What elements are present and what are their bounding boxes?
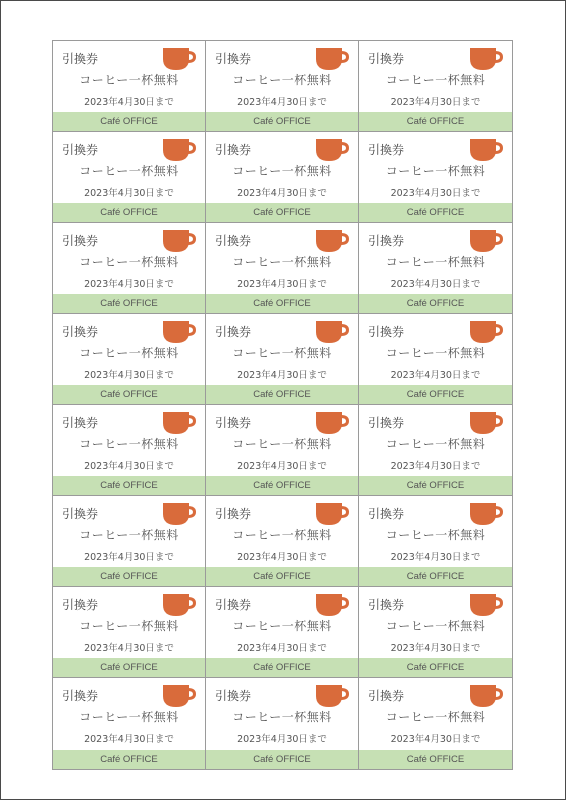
coupon-card (359, 314, 512, 405)
coupon-expiry: 2023年4月30日まで (84, 734, 174, 745)
coffee-cup-icon (468, 684, 504, 708)
coupon-shop-name: Café OFFICE (359, 567, 512, 586)
coupon-title: 引換券 (368, 234, 405, 248)
coffee-cup-icon (161, 684, 197, 708)
coupon-title: 引換券 (62, 325, 99, 339)
coupon-card (206, 587, 359, 678)
coupon-expiry: 2023年4月30日まで (84, 97, 174, 108)
coupon-card (206, 132, 359, 223)
coffee-cup-icon (161, 47, 197, 71)
coupon-shop-name: Café OFFICE (359, 750, 512, 769)
coupon-item-text: コーヒー一杯無料 (79, 164, 179, 178)
coupon-title: 引換券 (368, 598, 405, 612)
coupon-grid (52, 40, 513, 770)
coupon-item-text: コーヒー一杯無料 (232, 619, 332, 633)
coffee-cup-icon (468, 47, 504, 71)
coupon-title: 引換券 (62, 507, 99, 521)
coupon-expiry: 2023年4月30日まで (390, 188, 481, 199)
coupon-item-text: コーヒー一杯無料 (232, 710, 332, 724)
coupon-shop-name: Café OFFICE (53, 203, 205, 222)
coupon-expiry: 2023年4月30日まで (237, 552, 327, 563)
coupon-item-text: コーヒー一杯無料 (79, 528, 179, 542)
coupon-shop-name: Café OFFICE (359, 385, 512, 404)
coupon-item-text: コーヒー一杯無料 (79, 73, 179, 87)
coupon-item-text: コーヒー一杯無料 (232, 73, 332, 87)
coupon-item-text: コーヒー一杯無料 (385, 346, 486, 360)
coupon-card (206, 41, 359, 132)
coupon-card (53, 132, 206, 223)
coupon-shop-name: Café OFFICE (206, 658, 358, 677)
coffee-cup-icon (468, 320, 504, 344)
coupon-item-text: コーヒー一杯無料 (232, 164, 332, 178)
coupon-card (53, 587, 206, 678)
coupon-item-text: コーヒー一杯無料 (385, 73, 486, 87)
coupon-expiry: 2023年4月30日まで (390, 643, 481, 654)
coupon-title: 引換券 (62, 234, 99, 248)
coupon-card (206, 223, 359, 314)
coupon-expiry: 2023年4月30日まで (84, 279, 174, 290)
coffee-cup-icon (314, 593, 350, 617)
coffee-cup-icon (314, 411, 350, 435)
coupon-item-text: コーヒー一杯無料 (79, 619, 179, 633)
coupon-title: 引換券 (215, 598, 252, 612)
coffee-cup-icon (161, 229, 197, 253)
coupon-title: 引換券 (368, 416, 405, 430)
coupon-title: 引換券 (62, 52, 99, 66)
coupon-title: 引換券 (215, 143, 252, 157)
coupon-title: 引換券 (215, 52, 252, 66)
coupon-title: 引換券 (215, 416, 252, 430)
coupon-shop-name: Café OFFICE (206, 112, 358, 131)
coupon-expiry: 2023年4月30日まで (237, 734, 327, 745)
coupon-shop-name: Café OFFICE (206, 294, 358, 313)
coupon-shop-name: Café OFFICE (206, 476, 358, 495)
coupon-card (206, 678, 359, 769)
coupon-title: 引換券 (62, 416, 99, 430)
coupon-expiry: 2023年4月30日まで (84, 552, 174, 563)
coffee-cup-icon (468, 138, 504, 162)
coupon-item-text: コーヒー一杯無料 (79, 346, 179, 360)
coupon-shop-name: Café OFFICE (53, 476, 205, 495)
coupon-item-text: コーヒー一杯無料 (79, 710, 179, 724)
coffee-cup-icon (314, 138, 350, 162)
coupon-shop-name: Café OFFICE (53, 294, 205, 313)
coffee-cup-icon (314, 320, 350, 344)
coupon-card (53, 496, 206, 587)
coupon-item-text: コーヒー一杯無料 (232, 528, 332, 542)
coupon-title: 引換券 (62, 598, 99, 612)
coupon-card (359, 405, 512, 496)
coupon-card (359, 223, 512, 314)
coupon-card (53, 405, 206, 496)
coupon-shop-name: Café OFFICE (206, 750, 358, 769)
coupon-expiry: 2023年4月30日まで (390, 461, 481, 472)
coupon-shop-name: Café OFFICE (206, 567, 358, 586)
coupon-card (359, 496, 512, 587)
coupon-card (206, 496, 359, 587)
coupon-expiry: 2023年4月30日まで (237, 97, 327, 108)
coupon-title: 引換券 (368, 143, 405, 157)
coupon-expiry: 2023年4月30日まで (390, 552, 481, 563)
coupon-shop-name: Café OFFICE (206, 385, 358, 404)
coupon-title: 引換券 (215, 689, 252, 703)
coupon-expiry: 2023年4月30日まで (84, 188, 174, 199)
coffee-cup-icon (161, 502, 197, 526)
coupon-item-text: コーヒー一杯無料 (385, 255, 486, 269)
coupon-expiry: 2023年4月30日まで (84, 461, 174, 472)
coupon-card (53, 223, 206, 314)
coupon-title: 引換券 (215, 507, 252, 521)
coupon-shop-name: Café OFFICE (206, 203, 358, 222)
coupon-item-text: コーヒー一杯無料 (385, 164, 486, 178)
coupon-shop-name: Café OFFICE (53, 658, 205, 677)
coupon-title: 引換券 (368, 52, 405, 66)
coupon-shop-name: Café OFFICE (53, 112, 205, 131)
coffee-cup-icon (314, 229, 350, 253)
coupon-title: 引換券 (215, 325, 252, 339)
coupon-shop-name: Café OFFICE (359, 476, 512, 495)
coupon-card (359, 678, 512, 769)
coffee-cup-icon (468, 593, 504, 617)
coupon-shop-name: Café OFFICE (53, 567, 205, 586)
coupon-title: 引換券 (62, 143, 99, 157)
coupon-card (359, 132, 512, 223)
coupon-title: 引換券 (368, 325, 405, 339)
coupon-expiry: 2023年4月30日まで (237, 370, 327, 381)
coupon-expiry: 2023年4月30日まで (237, 461, 327, 472)
coffee-cup-icon (161, 411, 197, 435)
coupon-expiry: 2023年4月30日まで (390, 734, 481, 745)
coupon-expiry: 2023年4月30日まで (390, 97, 481, 108)
coupon-item-text: コーヒー一杯無料 (385, 528, 486, 542)
coupon-shop-name: Café OFFICE (53, 750, 205, 769)
coupon-expiry: 2023年4月30日まで (390, 370, 481, 381)
coupon-item-text: コーヒー一杯無料 (385, 619, 486, 633)
coupon-item-text: コーヒー一杯無料 (232, 346, 332, 360)
coupon-item-text: コーヒー一杯無料 (232, 255, 332, 269)
coupon-card (206, 314, 359, 405)
coupon-item-text: コーヒー一杯無料 (79, 437, 179, 451)
coupon-shop-name: Café OFFICE (53, 385, 205, 404)
coupon-card (53, 678, 206, 769)
coupon-title: 引換券 (62, 689, 99, 703)
coupon-card (53, 41, 206, 132)
coupon-shop-name: Café OFFICE (359, 203, 512, 222)
coupon-expiry: 2023年4月30日まで (237, 188, 327, 199)
coffee-cup-icon (161, 138, 197, 162)
coupon-card (53, 314, 206, 405)
coupon-card (359, 587, 512, 678)
coupon-item-text: コーヒー一杯無料 (385, 710, 486, 724)
coupon-shop-name: Café OFFICE (359, 294, 512, 313)
coupon-expiry: 2023年4月30日まで (84, 370, 174, 381)
coffee-cup-icon (161, 593, 197, 617)
coffee-cup-icon (314, 47, 350, 71)
coupon-shop-name: Café OFFICE (359, 658, 512, 677)
coffee-cup-icon (161, 320, 197, 344)
coupon-card (359, 41, 512, 132)
coupon-card (206, 405, 359, 496)
coupon-item-text: コーヒー一杯無料 (79, 255, 179, 269)
coupon-item-text: コーヒー一杯無料 (232, 437, 332, 451)
coupon-expiry: 2023年4月30日まで (237, 643, 327, 654)
coupon-expiry: 2023年4月30日まで (237, 279, 327, 290)
coupon-expiry: 2023年4月30日まで (390, 279, 481, 290)
coupon-title: 引換券 (368, 689, 405, 703)
coupon-title: 引換券 (368, 507, 405, 521)
coffee-cup-icon (314, 502, 350, 526)
coffee-cup-icon (468, 229, 504, 253)
coffee-cup-icon (314, 684, 350, 708)
coffee-cup-icon (468, 502, 504, 526)
coupon-item-text: コーヒー一杯無料 (385, 437, 486, 451)
coupon-expiry: 2023年4月30日まで (84, 643, 174, 654)
coupon-title: 引換券 (215, 234, 252, 248)
coupon-shop-name: Café OFFICE (359, 112, 512, 131)
coffee-cup-icon (468, 411, 504, 435)
